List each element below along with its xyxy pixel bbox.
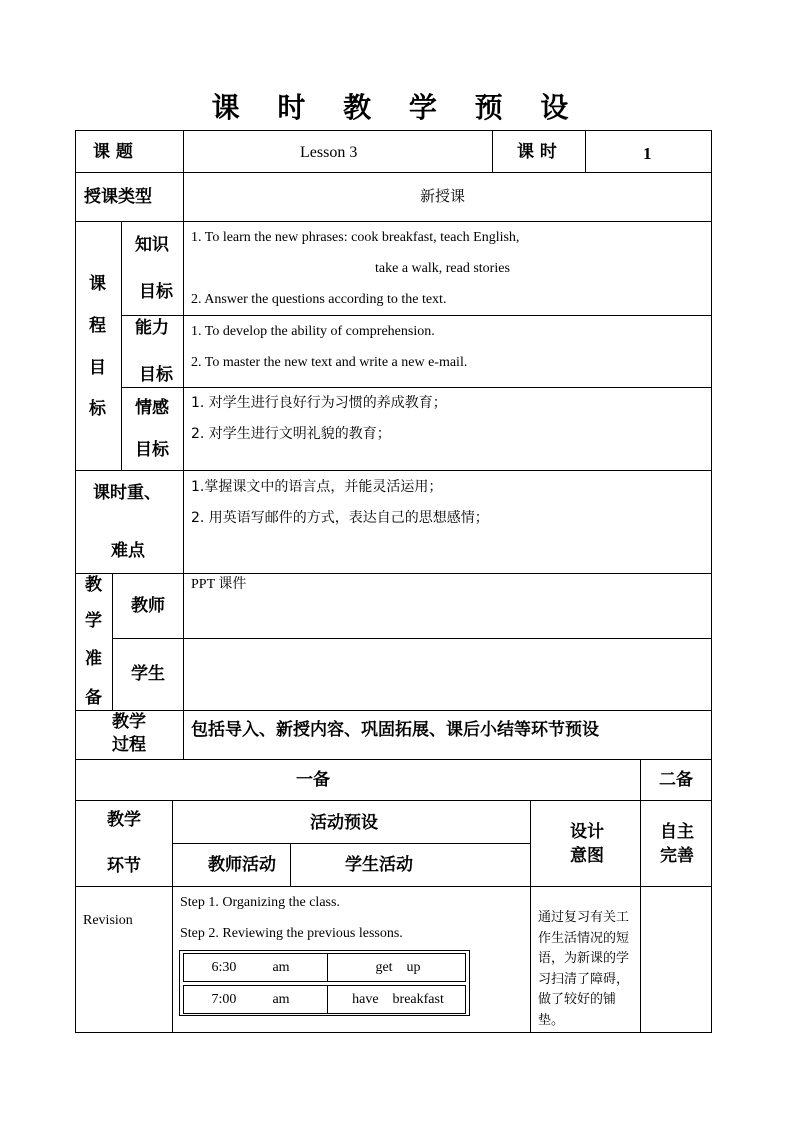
revision-step-1: Step 1. Organizing the class. (180, 895, 340, 910)
design-header-top: 设计 (570, 822, 604, 842)
teacher-activity-header: 教师活动 (208, 855, 276, 875)
schedule-table (179, 950, 470, 1016)
stage-header-top: 教学 (107, 810, 141, 830)
schedule-ampm: am (272, 991, 290, 1007)
key-points-label-top: 课时重、 (93, 483, 161, 503)
ability-label-top: 能力 (135, 318, 169, 338)
teacher-prep-value: PPT 课件 (191, 577, 247, 592)
key-points-line-2: 2. 用英语写邮件的方式，表达自己的思想感情； (191, 510, 489, 526)
first-prep-heading: 一备 (296, 770, 330, 790)
second-prep-heading: 二备 (659, 770, 693, 790)
period-value: 1 (643, 144, 652, 163)
lesson-type-value: 新授课 (420, 187, 466, 205)
key-points-label-bottom: 难点 (111, 541, 145, 561)
lesson-type-label: 授课类型 (84, 187, 152, 207)
table-row (183, 953, 466, 982)
schedule-activity: get up (375, 959, 421, 975)
stage-header-bottom: 环节 (107, 856, 141, 876)
table-row (183, 985, 466, 1014)
ability-label-bottom: 目标 (139, 365, 173, 385)
ability-line-1: 1. To develop the ability of comprehension. (191, 324, 435, 339)
process-label-bottom: 过程 (112, 735, 146, 755)
knowledge-line-1-cont: take a walk, read stories (375, 261, 510, 276)
ability-line-2: 2. To master the new text and write a new e-mail. (191, 355, 468, 370)
process-value: 包括导入、新授内容、巩固拓展、课后小结等环节预设 (191, 720, 599, 740)
knowledge-label-top: 知识 (135, 235, 169, 255)
schedule-time: 7:00 (211, 991, 237, 1007)
knowledge-label-bottom: 目标 (139, 282, 173, 302)
student-prep-label: 学生 (131, 664, 165, 684)
self-header-bottom: 完善 (660, 846, 694, 866)
emotion-label-top: 情感 (135, 398, 169, 418)
topic-label: 课 题 (93, 142, 133, 162)
key-points-line-1: 1.掌握课文中的语言点，并能灵活运用； (191, 479, 443, 495)
teacher-prep-label: 教师 (131, 596, 165, 616)
topic-value: Lesson 3 (300, 144, 358, 161)
knowledge-line-1: 1. To learn the new phrases: cook breakfast, teach English, (191, 230, 520, 245)
activity-header: 活动预设 (310, 813, 378, 833)
emotion-line-2: 2. 对学生进行文明礼貌的教育； (191, 426, 391, 442)
emotion-line-1: 1. 对学生进行良好行为习惯的养成教育； (191, 395, 447, 411)
process-label-top: 教学 (112, 712, 146, 732)
revision-stage: Revision (83, 913, 133, 928)
schedule-activity: have breakfast (352, 991, 444, 1007)
revision-step-2: Step 2. Reviewing the previous lessons. (180, 926, 403, 941)
student-activity-header: 学生活动 (345, 855, 413, 875)
page-title: 课 时 教 学 预 设 (211, 91, 583, 124)
period-label: 课 时 (517, 142, 557, 162)
design-header-bottom: 意图 (570, 846, 604, 866)
schedule-ampm: am (272, 959, 290, 975)
self-header-top: 自主 (660, 822, 694, 842)
schedule-time: 6:30 (211, 959, 237, 975)
design-intent: 通过复习有关工作生活情况的短语，为新课的学习扫清了障碍，做了较好的铺垫。 (538, 910, 630, 1028)
emotion-label-bottom: 目标 (135, 440, 169, 460)
knowledge-line-2: 2. Answer the questions according to the text. (191, 292, 447, 307)
